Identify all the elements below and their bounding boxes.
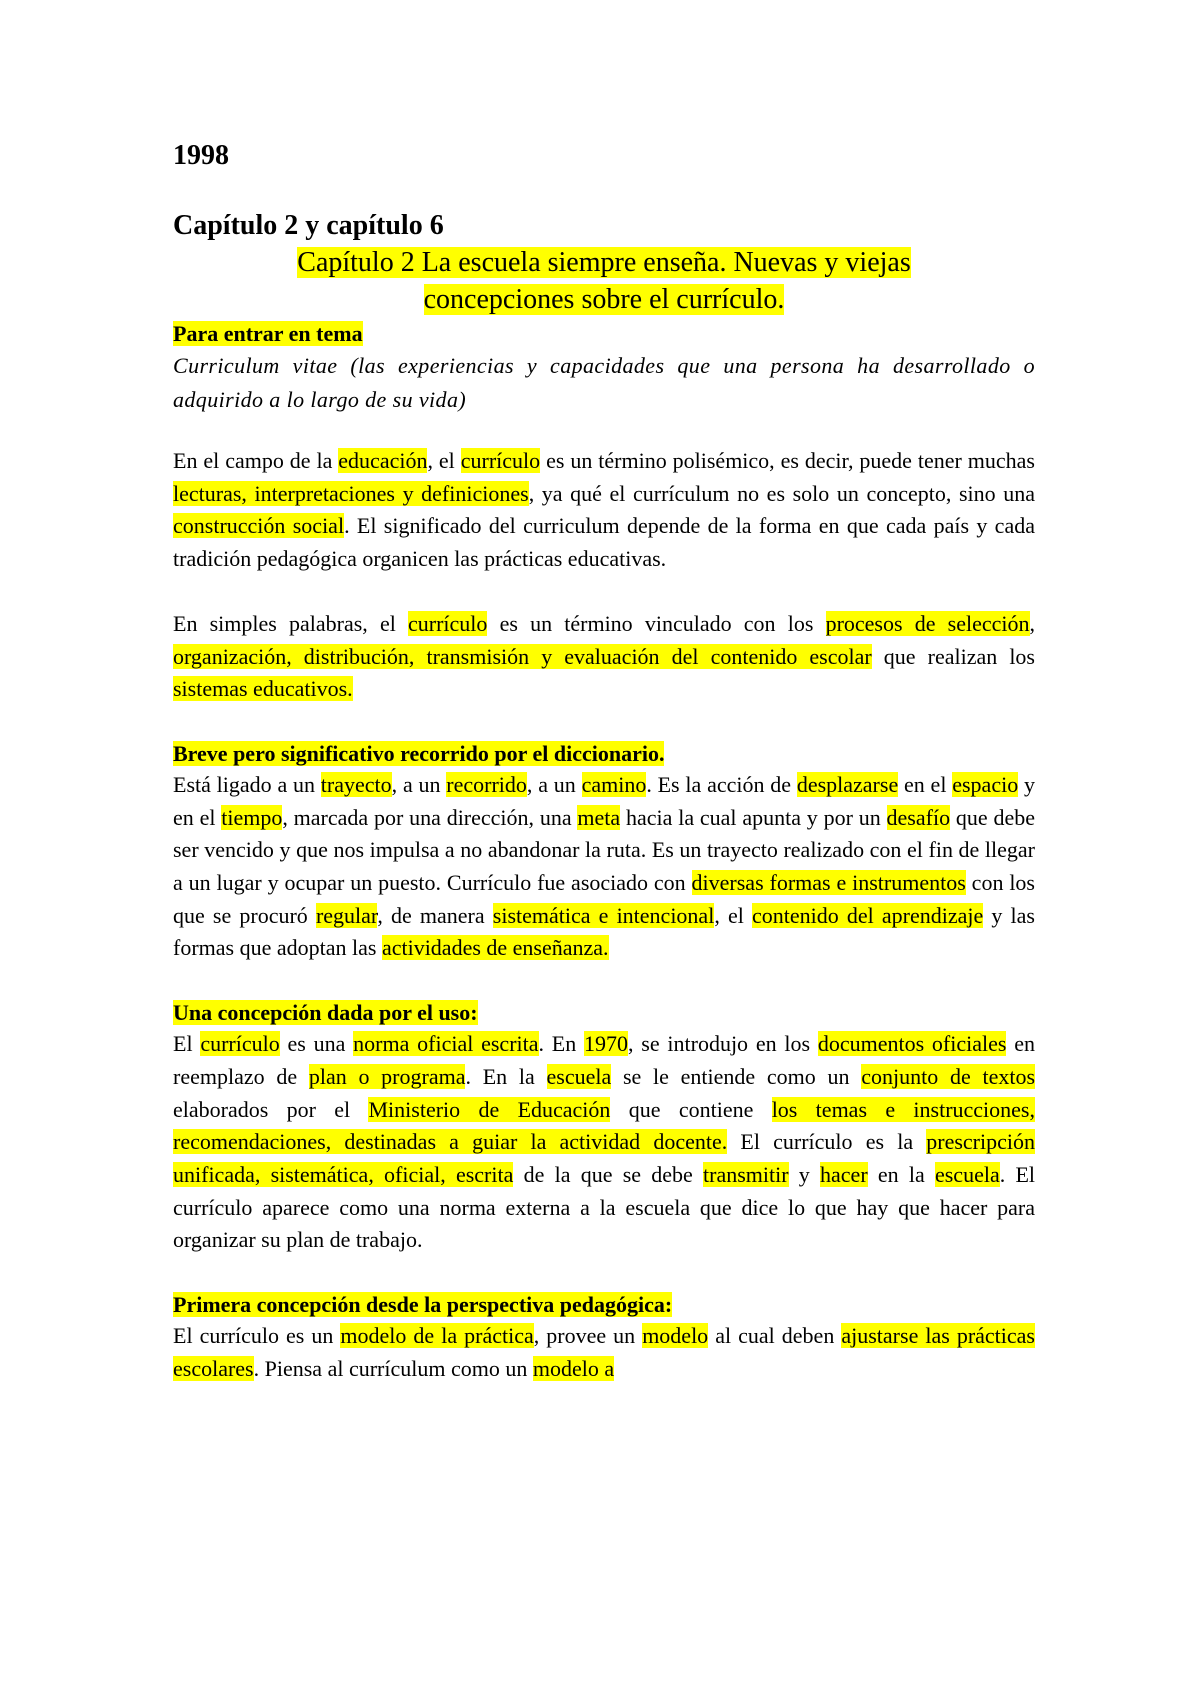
chapters-heading: Capítulo 2 y capítulo 6 xyxy=(173,210,444,241)
section-heading-first-conception: Primera concepción desde la perspectiva pedagógica: xyxy=(173,1292,673,1318)
paragraph-model-practice: El currículo es un modelo de la práctica, provee un modelo al cual deben ajustarse las prácticas escolares. Piensa al currículum como un modelo a xyxy=(173,1323,1035,1381)
section-heading-use: Una concepción dada por el uso: xyxy=(173,1000,478,1026)
paragraph-polysemic: En el campo de la educación, el currículo es un término polisémico, es decir, puede tener muchas lecturas, interpretaciones y definiciones, ya qué el currículum no es solo un concepto, sino una construcción social. El significado del curriculum depende de la forma en que cada país y cada tradición pedagógica organicen las prácticas educativas. xyxy=(173,448,1035,572)
year-heading: 1998 xyxy=(173,140,229,171)
chapter-title-line-2: concepciones sobre el currículo. xyxy=(423,284,785,315)
section-heading-intro: Para entrar en tema xyxy=(173,321,363,346)
document-page xyxy=(173,140,1035,1417)
curriculum-vitae-note: Curriculum vitae (las experiencias y capacidades que una persona ha desarrollado o adquirido a lo largo de su vida) xyxy=(173,353,1035,412)
paragraph-official-norm: El currículo es una norma oficial escrita. En 1970, se introdujo en los documentos oficiales en reemplazo de plan o programa. En la escuela se le entiende como un conjunto de textos elaborados por el Ministerio de Educación que contiene los temas e instrucciones, recomendaciones, destinadas a guiar la actividad docente. El currículo es la prescripción unificada, sistemática, oficial, escrita de la que se debe transmitir y hacer en la escuela. El currículo aparece como una norma externa a la escuela que dice lo que hay que hacer para organizar su plan de trabajo. xyxy=(173,1031,1036,1253)
chapter-title-line-1: Capítulo 2 La escuela siempre enseña. Nuevas y viejas xyxy=(297,247,911,278)
section-heading-dictionary: Breve pero significativo recorrido por el diccionario. xyxy=(173,740,665,766)
paragraph-dictionary: Está ligado a un trayecto, a un recorrido, a un camino. Es la acción de desplazarse en el espacio y en el tiempo, marcada por una dirección, una meta hacia la cual apunta y por un desafío que debe ser vencido y que nos impulsa a no abandonar la ruta. Es un trayecto realizado con el fin de llegar a un lugar y ocupar un puesto. Currículo fue asociado con diversas formas e instrumentos con los que se procuró regular, de manera sistemática e intencional, el contenido del aprendizaje y las formas que adoptan las actividades de enseñanza. xyxy=(173,771,1035,961)
chapter-title xyxy=(173,244,1035,318)
paragraph-simple-words: En simples palabras, el currículo es un término vinculado con los procesos de selección, organización, distribución, transmisión y evaluación del contenido escolar que realizan los sistemas educativos. xyxy=(173,610,1035,702)
